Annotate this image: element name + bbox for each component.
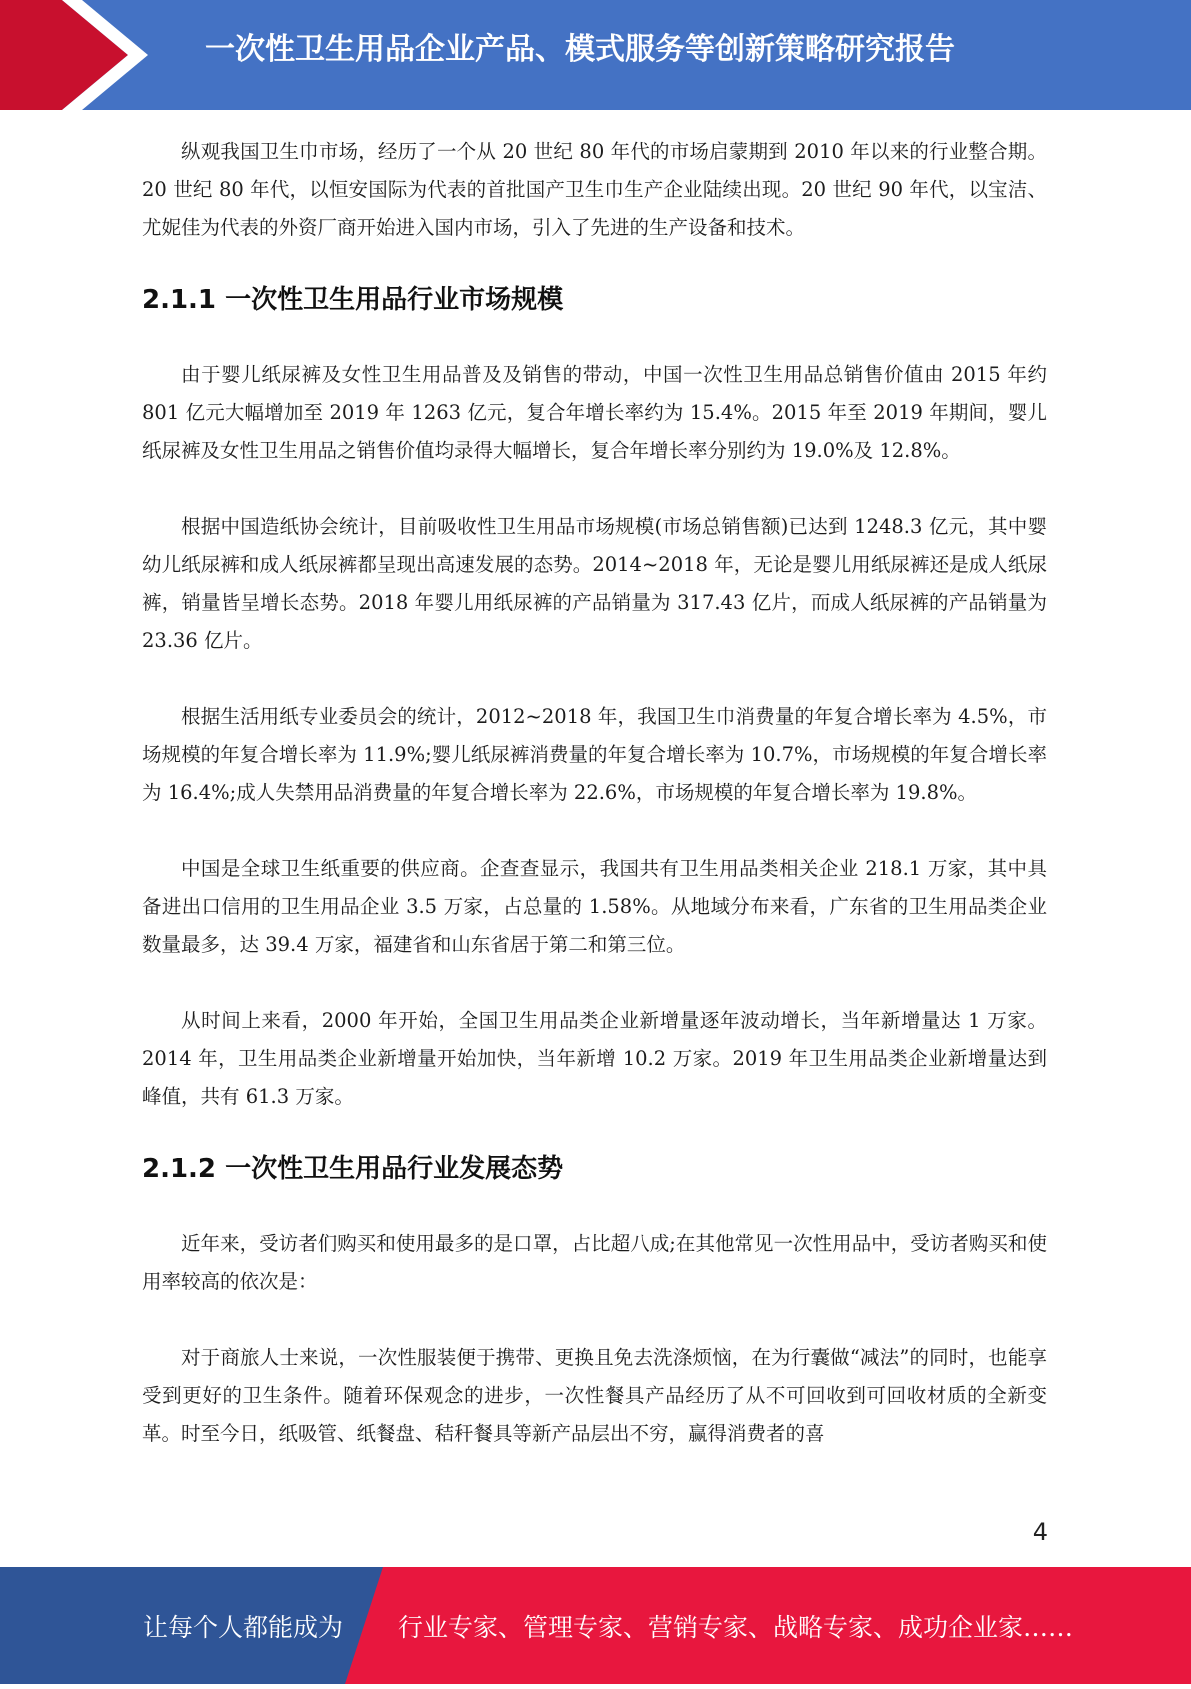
intro-paragraph: 纵观我国卫生巾市场，经历了一个从 20 世纪 80 年代的市场启蒙期到 2010 年以来的行业整合期。20 世纪 80 年代，以恒安国际为代表的首批国产卫生巾生产企业陆续出现。20 世纪 90 年代，以宝洁、尤妮佳为代表的外资厂商开始进入国内市场，引入了先进的生产设备和技术。 bbox=[142, 140, 1047, 239]
page-number: 4 bbox=[1032, 1518, 1048, 1546]
document-body bbox=[142, 133, 1047, 1453]
section-heading-2-1-2: 2.1.2 一次性卫生用品行业发展态势 bbox=[142, 1154, 564, 1184]
paragraph: 近年来，受访者们购买和使用最多的是口罩，占比超八成;在其他常见一次性用品中，受访者购买和使用率较高的依次是： bbox=[142, 1232, 1047, 1293]
header-title: 一次性卫生用品企业产品、模式服务等创新策略研究报告 bbox=[205, 32, 955, 67]
page-footer bbox=[0, 1567, 1191, 1684]
paragraph: 对于商旅人士来说，一次性服装便于携带、更换且免去洗涤烦恼，在为行囊做“减法”的同时，也能享受到更好的卫生条件。随着环保观念的进步，一次性餐具产品经历了从不可回收到可回收材质的全新变革。时至今日，纸吸管、纸餐盘、秸秆餐具等新产品层出不穷，赢得消费者的喜 bbox=[142, 1346, 1047, 1445]
paragraph: 根据生活用纸专业委员会的统计，2012~2018 年，我国卫生巾消费量的年复合增长率为 4.5%，市场规模的年复合增长率为 11.9%;婴儿纸尿裤消费量的年复合增长率为 10.7%，市场规模的年复合增长率为 16.4%;成人失禁用品消费量的年复合增长率为 22.6%，市场规模的年复合增长率为 19.8%。 bbox=[142, 705, 1047, 804]
paragraph: 根据中国造纸协会统计，目前吸收性卫生用品市场规模(市场总销售额)已达到 1248.3 亿元，其中婴幼儿纸尿裤和成人纸尿裤都呈现出高速发展的态势。2014~2018 年，无论是婴儿用纸尿裤还是成人纸尿裤，销量皆呈增长态势。2018 年婴儿用纸尿裤的产品销量为 317.43 亿片，而成人纸尿裤的产品销量为 23.36 亿片。 bbox=[142, 515, 1047, 652]
page-header bbox=[0, 0, 1191, 110]
paragraph: 从时间上来看，2000 年开始，全国卫生用品类企业新增量逐年波动增长，当年新增量达 1 万家。2014 年，卫生用品类企业新增量开始加快，当年新增 10.2 万家。2019 年卫生用品类企业新增量达到峰值，共有 61.3 万家。 bbox=[142, 1009, 1047, 1108]
footer-slogan-right: 行业专家、管理专家、营销专家、战略专家、成功企业家…… bbox=[398, 1613, 1074, 1642]
paragraph: 中国是全球卫生纸重要的供应商。企查查显示，我国共有卫生用品类相关企业 218.1 万家，其中具备进出口信用的卫生用品企业 3.5 万家，占总量的 1.58%。从地域分布来看，广东省的卫生用品类企业数量最多，达 39.4 万家，福建省和山东省居于第二和第三位。 bbox=[142, 857, 1047, 956]
paragraph: 由于婴儿纸尿裤及女性卫生用品普及及销售的带动，中国一次性卫生用品总销售价值由 2015 年约 801 亿元大幅增加至 2019 年 1263 亿元，复合年增长率约为 15.4%。2015 年至 2019 年期间，婴儿纸尿裤及女性卫生用品之销售价值均录得大幅增长，复合年增长率分别约为 19.0%及 12.8%。 bbox=[142, 363, 1047, 462]
section-heading-2-1-1: 2.1.1 一次性卫生用品行业市场规模 bbox=[142, 285, 564, 315]
footer-slogan-left: 让每个人都能成为 bbox=[143, 1613, 344, 1642]
